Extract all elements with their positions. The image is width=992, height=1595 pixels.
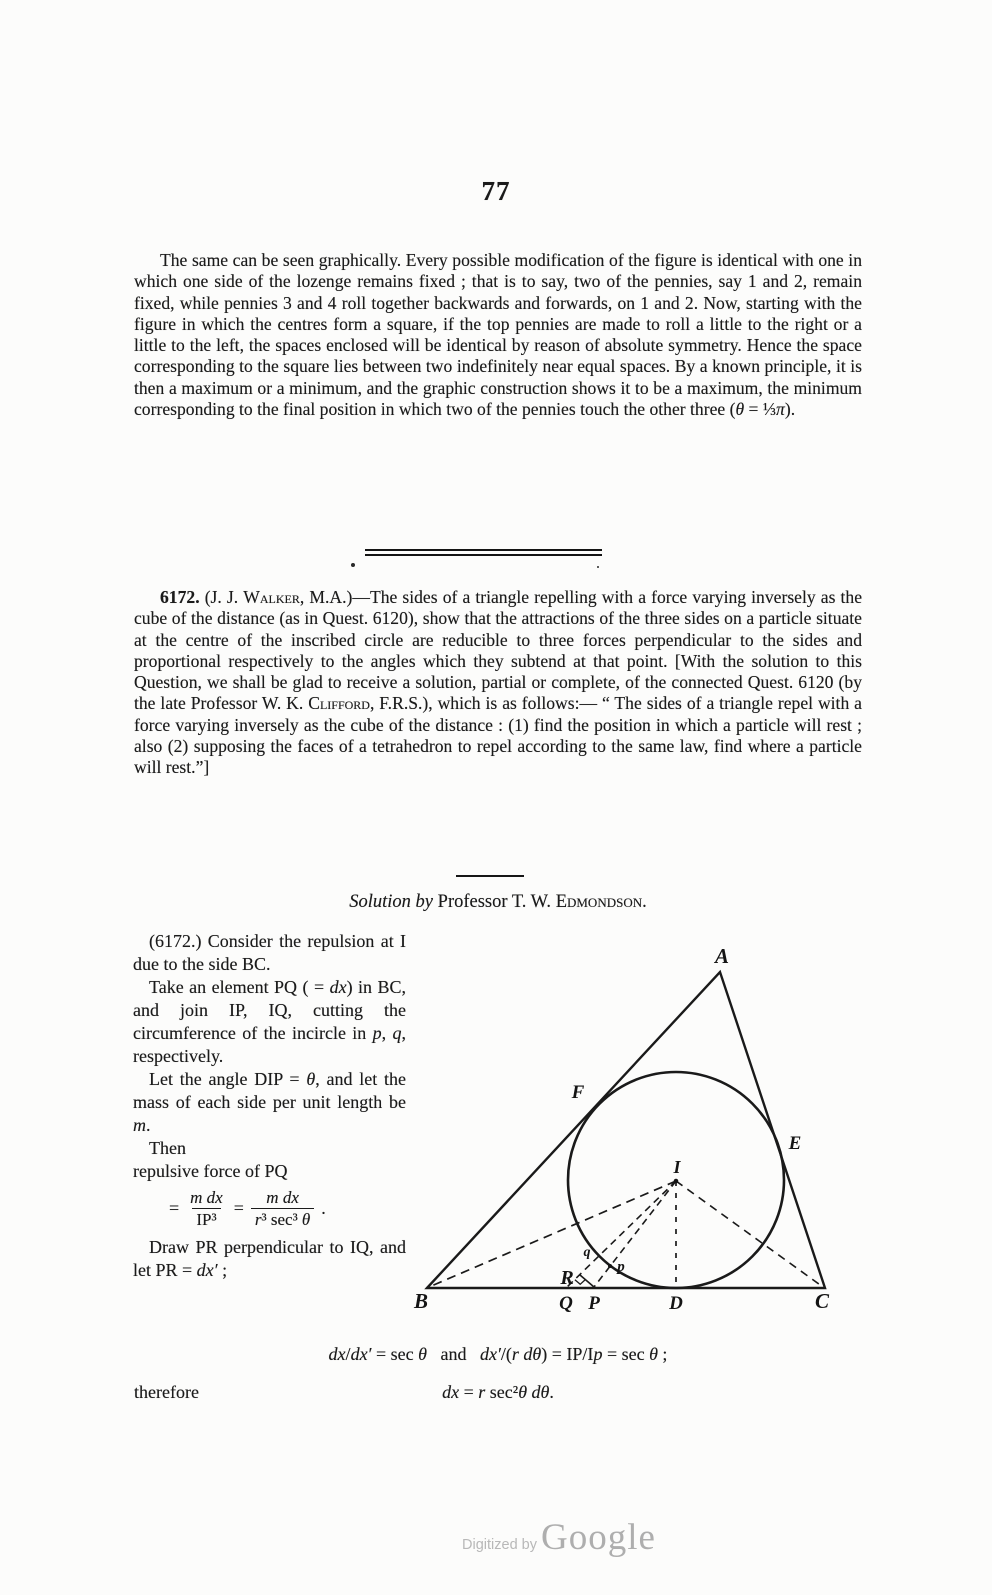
therefore-label: therefore bbox=[134, 1382, 199, 1402]
digitized-watermark bbox=[126, 1516, 992, 1559]
perpendicular-P-to-R bbox=[580, 1275, 594, 1287]
figure-label-B: B bbox=[413, 1289, 429, 1313]
figure-label-C: C bbox=[814, 1289, 830, 1313]
dashed-line-I-to-C bbox=[676, 1181, 823, 1287]
question-6172-paragraph: 6172. (J. J. Walker, M.A.)—The sides of a triangle repelling with a force varying inversely as the cube of the distance (as in Quest. 6120), show that the attractions of the three sides on a particle situate at the centre of the inscribed circle are reducible to three forces perpendicular to the sides and proportional respectively to the angles which they subtend at that point. [With the solution to this Question, we shall be glad to receive a solution, partial or complete, of the connected Quest. 6120 (by the late Professor W. K. Clifford, F.R.S.), which is as follows:— “ The sides of a triangle repel with a force varying inversely as the cube of the distance : (1) find the position in which a particle will rest ; also (2) supposing the faces of a tetrahedron to repel according to the same law, find where a particle will rest.”] bbox=[134, 587, 863, 778]
point-p-dot bbox=[608, 1264, 612, 1268]
fraction-2 bbox=[251, 1188, 314, 1229]
ink-speck bbox=[597, 566, 599, 568]
triangle-incircle-figure bbox=[398, 918, 910, 1318]
fraction-1-denominator: IP³ bbox=[192, 1208, 220, 1230]
solution-paragraph-4: Then bbox=[149, 1138, 186, 1158]
figure-label-A: A bbox=[714, 944, 730, 968]
google-logo-text: Google bbox=[541, 1517, 656, 1558]
solution-heading: Solution by Professor T. W. Edmondson. bbox=[349, 892, 647, 912]
therefore-line bbox=[134, 1382, 862, 1403]
right-angle-mark bbox=[575, 1280, 585, 1285]
figure-label-P: P bbox=[588, 1293, 600, 1314]
figure-label-p: p bbox=[617, 1259, 625, 1275]
section-divider-rule bbox=[365, 549, 602, 556]
figure-label-E: E bbox=[788, 1133, 802, 1154]
fraction-2-numerator: m dx bbox=[266, 1188, 299, 1207]
point-I-dot bbox=[674, 1179, 679, 1184]
solution-paragraph-3: Let the angle DIP = θ, and let the mass of each side per unit length be m. bbox=[133, 1069, 406, 1135]
digitized-by-text: Digitized by bbox=[462, 1537, 542, 1553]
equals-sign: = bbox=[169, 1198, 180, 1219]
period: . bbox=[321, 1198, 326, 1219]
figure-label-I: I bbox=[673, 1157, 681, 1177]
fraction-1-numerator: m dx bbox=[190, 1188, 223, 1207]
solution-paragraph-6: Draw PR perpendicular to IQ, and let PR = dx′ ; bbox=[133, 1237, 406, 1281]
solution-paragraph-5: repulsive force of PQ bbox=[133, 1161, 288, 1181]
equation-line: dx/dx′ = sec θ and dx′/(r dθ) = IP/Ip = sec θ ; bbox=[328, 1344, 668, 1364]
figure-label-D: D bbox=[669, 1293, 683, 1314]
ink-speck bbox=[351, 563, 355, 567]
therefore-equation: dx = r sec²θ dθ. bbox=[442, 1382, 554, 1402]
repulsive-force-formula bbox=[169, 1188, 406, 1229]
fraction-2-denominator: r³ sec³ θ bbox=[251, 1208, 314, 1230]
solution-text-column bbox=[133, 930, 406, 1282]
solution-paragraph-1: (6172.) Consider the repulsion at I due to the side BC. bbox=[133, 931, 406, 974]
figure-label-Q: Q bbox=[559, 1293, 573, 1314]
figure-label-F: F bbox=[571, 1082, 585, 1103]
dashed-line-I-to-B bbox=[429, 1181, 676, 1287]
figure-label-R: R bbox=[560, 1267, 574, 1289]
short-rule bbox=[456, 875, 524, 877]
solution-paragraph-2: Take an element PQ ( = dx) in BC, and join IP, IQ, cutting the circumference of the incircle in p, q, respectively. bbox=[133, 977, 407, 1066]
fraction-1 bbox=[186, 1188, 227, 1229]
intro-paragraph: The same can be seen graphically. Every possible modification of the figure is identical with one in which one side of the lozenge remains fixed ; that is to say, two of the pennies, say 1 and 2, remain fixed, while pennies 3 and 4 roll together backwards and forwards, on 1 and 2. Now, starting with the figure in which the centres form a square, if the top pennies are made to roll a little to the right or a little to the left, the spaces enclosed will be identical by reason of absolute symmetry. Hence the space corresponding to the square lies between two indefinitely near equal spaces. By a known principle, it is then a maximum or a minimum, and the graphic construction shows it to be a maximum, the minimum corresponding to the final position in which two of the pennies touch the other three (θ = ⅓π). bbox=[134, 250, 862, 420]
figure-label-q: q bbox=[583, 1245, 591, 1260]
equals-sign: = bbox=[233, 1198, 244, 1219]
page-number: 77 bbox=[481, 176, 511, 206]
dashed-line-I-to-P bbox=[594, 1181, 676, 1287]
